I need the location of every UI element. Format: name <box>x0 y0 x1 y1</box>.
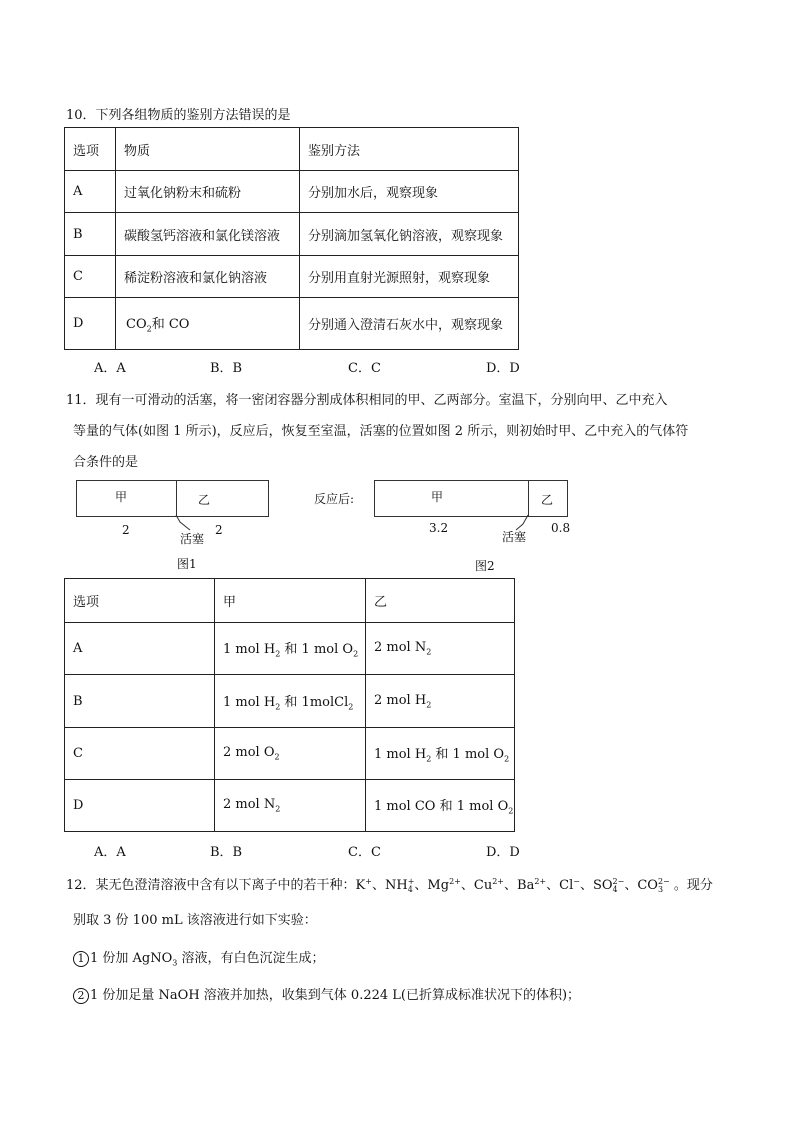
table-row <box>65 298 519 350</box>
table-header-row <box>65 579 515 623</box>
jia-cell <box>215 780 366 832</box>
q12-step-2 <box>73 984 580 1004</box>
method-cell: 分别滴加氢氧化钠溶液，观察现象 <box>300 213 519 256</box>
q12-step-1 <box>73 947 325 968</box>
formula-text: 1 mol H <box>374 747 427 763</box>
option-cell: A <box>65 171 116 213</box>
jia-cell <box>215 675 366 728</box>
formula-text: 和 CO <box>151 317 190 333</box>
formula-text: 1 mol CO 和 1 mol O <box>374 799 509 815</box>
header-option: 选项 <box>65 579 215 623</box>
right-volume: 2 <box>215 523 223 537</box>
choice-d[interactable]: D．D <box>486 845 520 860</box>
method-cell: 分别用直射光源照射，观察现象 <box>300 256 519 298</box>
ion-2: Mg 2+ 、 <box>427 876 474 893</box>
method-cell: 分别加水后，观察现象 <box>300 171 519 213</box>
ion-3: Cu 2+ 、 <box>473 876 518 893</box>
q12-stem-prefix: 12．某无色澄清溶液中含有以下离子中的若干种： <box>66 878 356 893</box>
formula-subscript: 2 <box>508 806 514 816</box>
q10-stem: 10．下列各组物质的鉴别方法错误的是 <box>66 108 291 123</box>
figure-caption: 图1 <box>177 557 197 571</box>
step-text: 溶液，有白色沉淀生成； <box>177 951 325 966</box>
formula-text: 2 mol O <box>223 745 275 761</box>
formula-subscript: 2 <box>146 324 152 334</box>
choice-c[interactable]: C．C <box>348 361 381 376</box>
formula-text: 1 mol H <box>223 642 276 658</box>
ion-6: SO 2− 4 、 <box>592 876 638 894</box>
formula-text: 2 mol N <box>374 640 427 656</box>
formula-subscript: 2 <box>353 649 359 659</box>
formula-subscript: 2 <box>504 754 510 764</box>
after-reaction-label: 反应后: <box>314 492 355 506</box>
yi-label: 乙 <box>541 493 554 507</box>
option-cell: C <box>65 728 215 780</box>
formula-subscript: 2 <box>426 647 432 657</box>
header-substance: 物质 <box>116 128 300 171</box>
table-row <box>65 171 519 213</box>
left-volume: 2 <box>122 523 130 537</box>
formula-subscript: 2 <box>348 702 354 712</box>
option-cell: D <box>65 780 215 832</box>
formula-text: CO <box>126 317 147 333</box>
piston-label: 活塞 <box>502 530 527 544</box>
option-cell: B <box>65 675 215 728</box>
header-jia: 甲 <box>215 579 366 623</box>
yi-cell <box>366 623 515 675</box>
formula-subscript: 2 <box>426 700 432 710</box>
choice-a[interactable]: A．A <box>94 845 126 860</box>
formula-subscript: 2 <box>274 752 280 762</box>
left-volume: 3.2 <box>429 521 449 535</box>
q11-stem-line3: 合条件的是 <box>73 455 139 470</box>
yi-label: 乙 <box>198 493 211 507</box>
formula-text: 2 mol N <box>223 797 276 813</box>
step-text: 1 份加 AgNO <box>90 951 173 966</box>
q11-stem-line2: 等量的气体(如图 1 所示)，反应后，恢复至室温，活塞的位置如图 2 所示，则初始时甲、乙中充入的气体符 <box>73 424 689 439</box>
circled-number-1: 1 <box>73 951 89 967</box>
formula-subscript: 2 <box>275 804 281 814</box>
table-row <box>65 213 519 256</box>
q11-stem-line1: 11．现有一可滑动的活塞，将一密闭容器分割成体积相同的甲、乙两部分。室温下，分别向甲、乙中充入 <box>66 393 668 408</box>
substance-cell: 碳酸氢钙溶液和氯化镁溶液 <box>116 213 300 256</box>
table-header-row <box>65 128 519 171</box>
table-row <box>65 675 515 728</box>
formula-subscript: 2 <box>275 649 281 659</box>
q12-stem-line2: 别取 3 份 100 mL 该溶液进行如下实验： <box>73 913 317 928</box>
choice-c[interactable]: C．C <box>348 845 381 860</box>
ion-1: NH + 4 、 <box>384 876 428 894</box>
q10-table <box>64 127 519 350</box>
substance-cell: 稀淀粉溶液和氯化钠溶液 <box>116 256 300 298</box>
piston-line <box>176 480 177 516</box>
q12-stem-line1 <box>66 874 713 894</box>
table-row <box>65 623 515 675</box>
choice-d[interactable]: D．D <box>486 361 520 376</box>
formula-subscript: 2 <box>426 754 432 764</box>
piston-label: 活塞 <box>180 532 205 546</box>
formula-text: 和 1 mol O <box>280 642 354 658</box>
formula-text: 1 mol H <box>223 694 276 710</box>
ion-list <box>356 878 670 893</box>
yi-cell <box>366 728 515 780</box>
option-cell: C <box>65 256 116 298</box>
q11-table <box>64 578 515 832</box>
formula-text: 和 1 mol O <box>431 747 505 763</box>
option-cell: A <box>65 623 215 675</box>
step-text: 1 份加足量 NaOH 溶液并加热，收集到气体 0.224 L(已折算成标准状况下的体积)； <box>90 988 581 1003</box>
choice-a[interactable]: A．A <box>94 361 126 376</box>
formula-text: 和 1molCl <box>280 694 349 710</box>
piston-line <box>528 480 529 516</box>
header-option: 选项 <box>65 128 116 171</box>
choice-b[interactable]: B．B <box>210 845 243 860</box>
table-row <box>65 780 515 832</box>
circled-number-2: 2 <box>73 988 89 1004</box>
formula-subscript: 3 <box>172 958 178 968</box>
right-volume: 0.8 <box>551 521 571 535</box>
q12-stem-suffix: 。现分 <box>669 878 713 893</box>
option-cell: D <box>65 298 116 350</box>
ion-4: Ba 2+ 、 <box>517 876 560 893</box>
yi-cell <box>366 675 515 728</box>
formula-text: 2 mol H <box>374 692 427 708</box>
jia-label: 甲 <box>115 490 128 504</box>
ion-0: K + 、 <box>355 876 385 893</box>
substance-cell: 过氧化钠粉末和硫粉 <box>116 171 300 213</box>
ion-5: Cl − 、 <box>559 876 593 893</box>
figure-caption: 图2 <box>475 559 495 573</box>
option-cell: B <box>65 213 116 256</box>
jia-label: 甲 <box>431 490 444 504</box>
method-cell: 分别通入澄清石灰水中，观察现象 <box>300 298 519 350</box>
table-row <box>65 256 519 298</box>
ion-7: CO 2− 3 <box>637 876 670 894</box>
jia-cell <box>215 623 366 675</box>
substance-cell <box>116 298 300 350</box>
header-method: 鉴别方法 <box>300 128 519 171</box>
choice-b[interactable]: B．B <box>210 361 243 376</box>
container-box <box>76 480 269 517</box>
table-row <box>65 728 515 780</box>
jia-cell <box>215 728 366 780</box>
yi-cell <box>366 780 515 832</box>
formula-subscript: 2 <box>275 702 281 712</box>
container-box <box>374 480 568 517</box>
header-yi: 乙 <box>366 579 515 623</box>
